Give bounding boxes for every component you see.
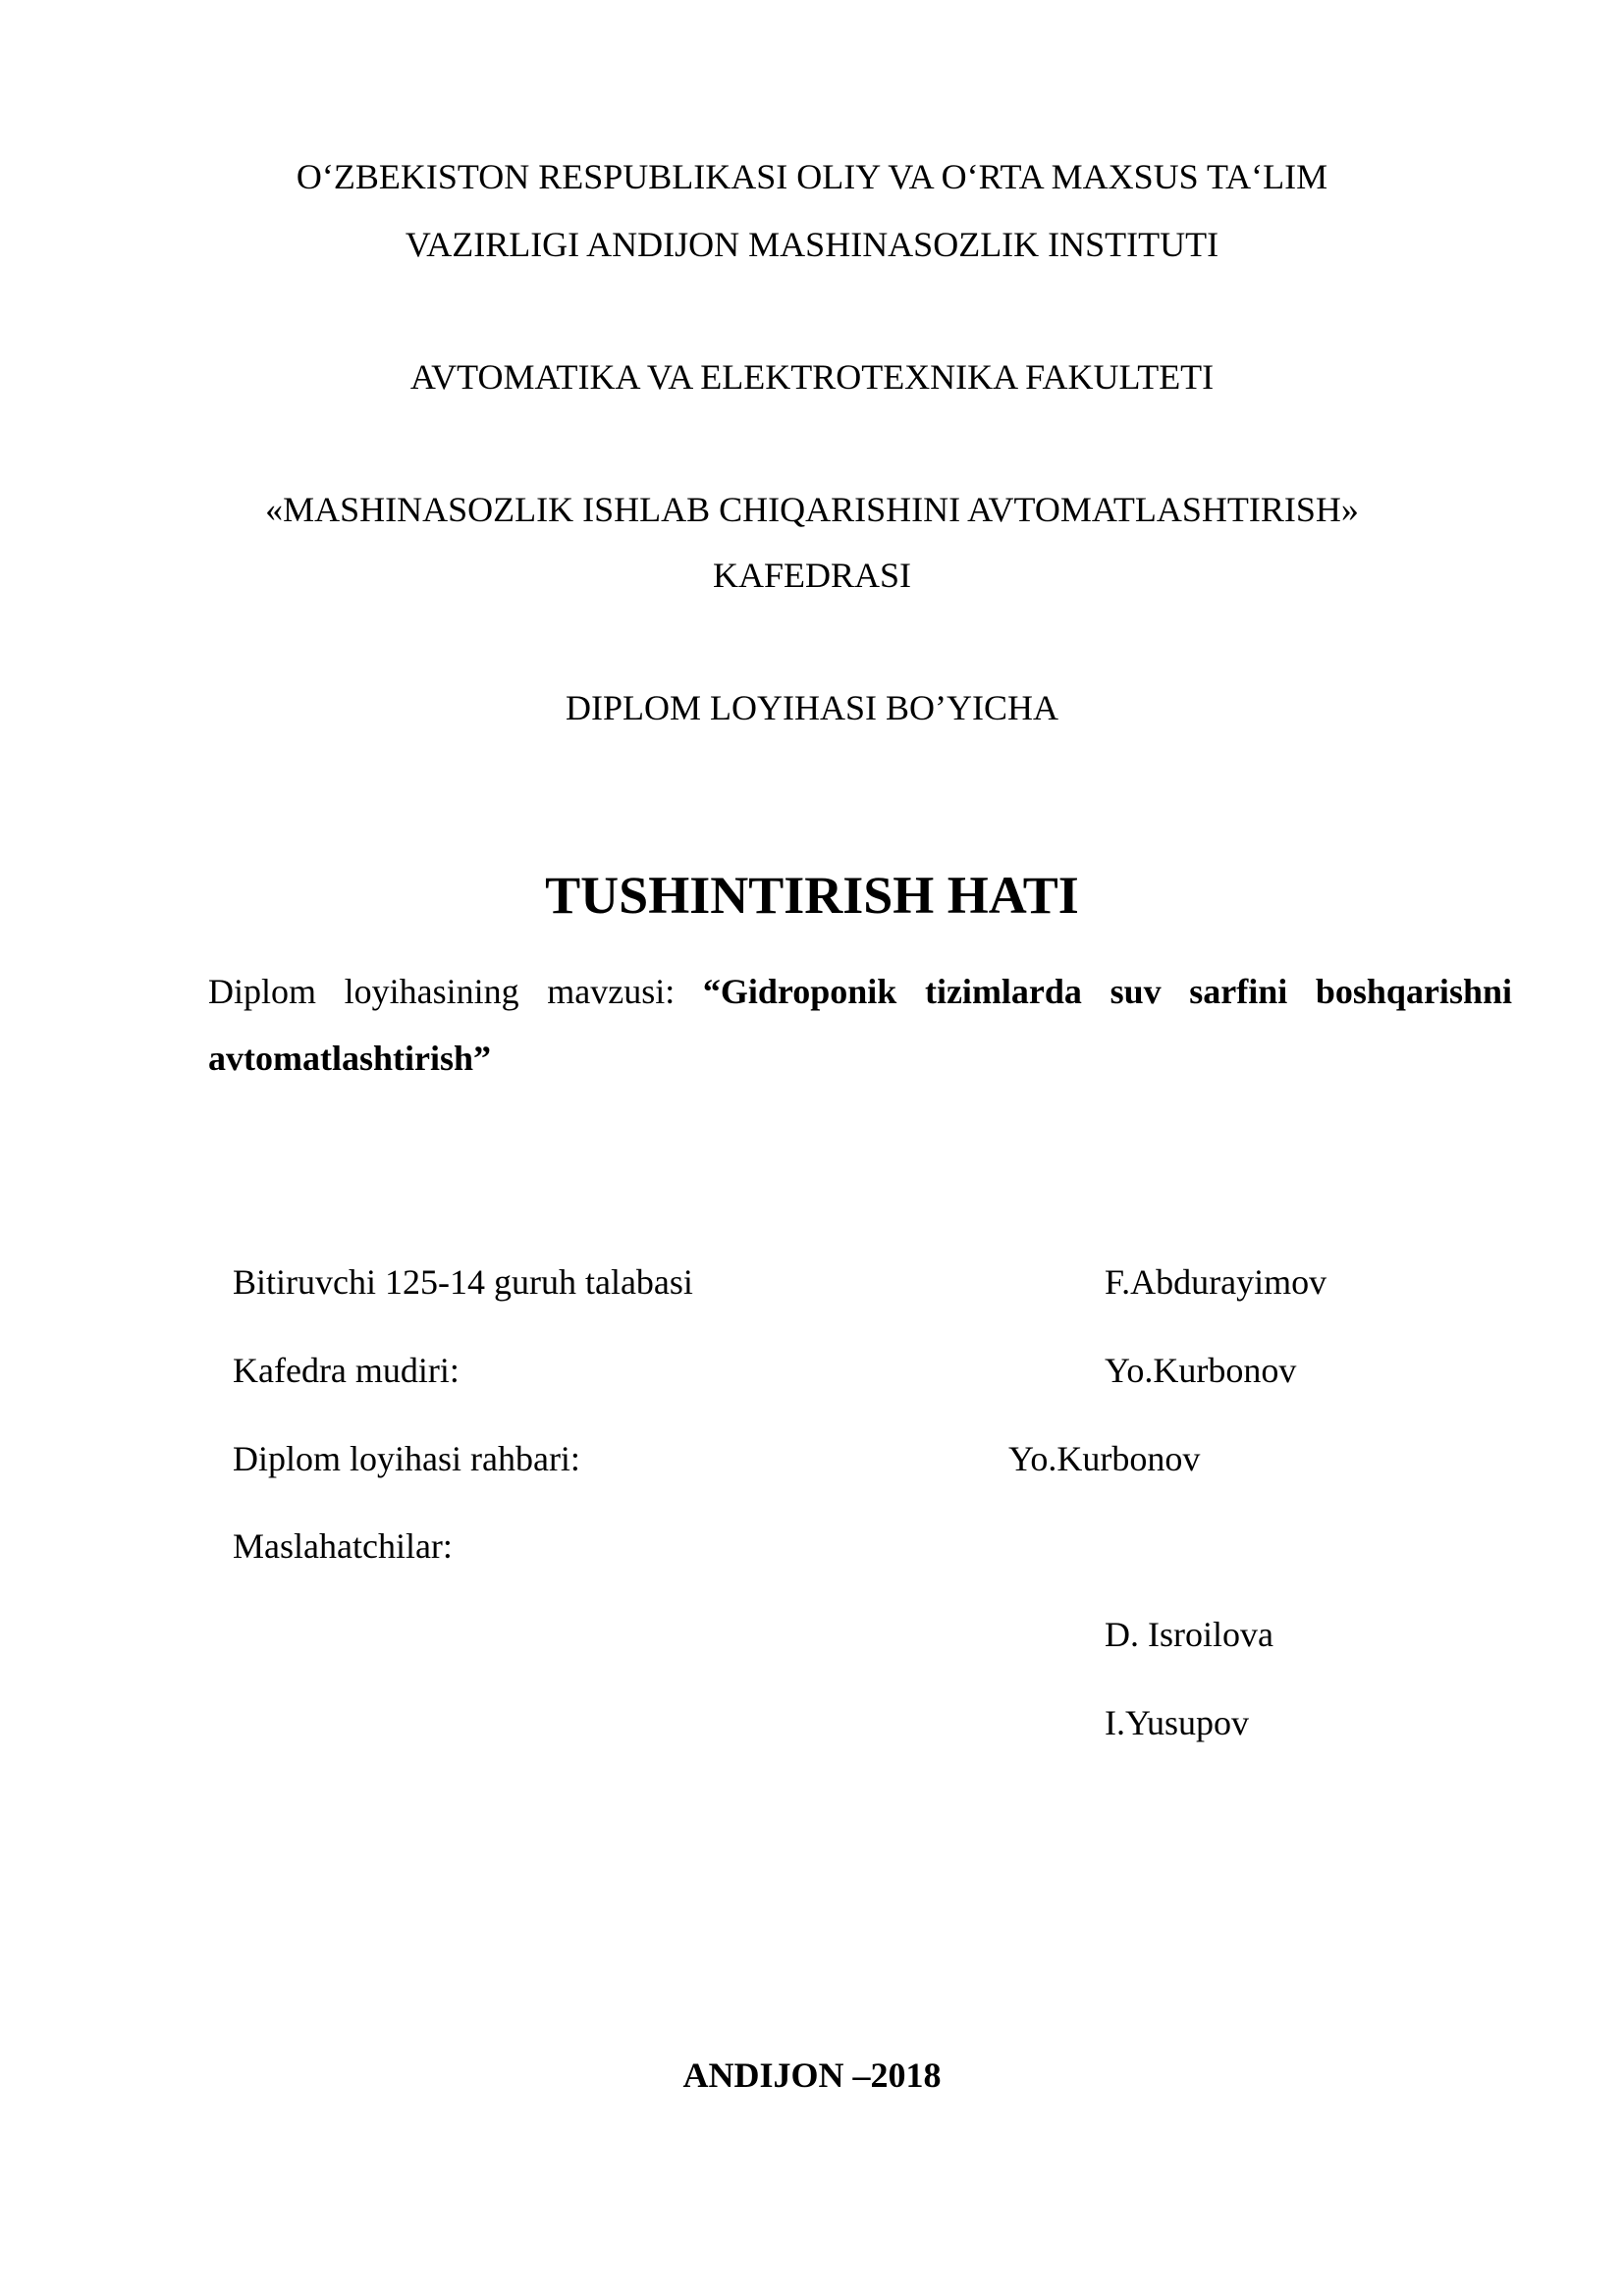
project-type: DIPLOM LOYIHASI BO’YICHA (566, 688, 1058, 727)
theme-block (208, 958, 1512, 1092)
ministry-line-2: VAZIRLIGI ANDIJON MASHINASOZLIK INSTITUTI (405, 225, 1219, 264)
department-line-2: KAFEDRASI (712, 556, 912, 595)
head-name: Yo.Kurbonov (1105, 1351, 1297, 1390)
student-name: F.Abdurayimov (1105, 1262, 1327, 1302)
faculty-name: AVTOMATIKA VA ELEKTROTEXNIKA FAKULTETI (409, 357, 1215, 397)
city-year: ANDIJON –2018 (682, 2056, 942, 2095)
consultant-2-name: I.Yusupov (1105, 1703, 1250, 1742)
theme-value: “Gidroponik tizimlarda suv sarfini boshqarishni avtomatlashtirish” (208, 972, 1512, 1078)
consultant-1-name: D. Isroilova (1105, 1615, 1273, 1654)
consultants-label: Maslahatchilar: (233, 1526, 453, 1566)
supervisor-label: Diplom loyihasi rahbari: (233, 1439, 580, 1478)
department-line-1: «MASHINASOZLIK ISHLAB CHIQARISHINI AVTOMATLASHTIRISH» (265, 490, 1359, 529)
student-label: Bitiruvchi 125-14 guruh talabasi (233, 1262, 693, 1302)
supervisor-name: Yo.Kurbonov (1008, 1439, 1201, 1478)
ministry-line-1: O‘ZBEKISTON RESPUBLIKASI OLIY VA O‘RTA MAXSUS TA‘LIM (296, 157, 1328, 196)
theme-label: Diplom loyihasining mavzusi: (208, 972, 676, 1011)
document-title: TUSHINTIRISH HATI (545, 866, 1079, 925)
head-label: Kafedra mudiri: (233, 1351, 460, 1390)
